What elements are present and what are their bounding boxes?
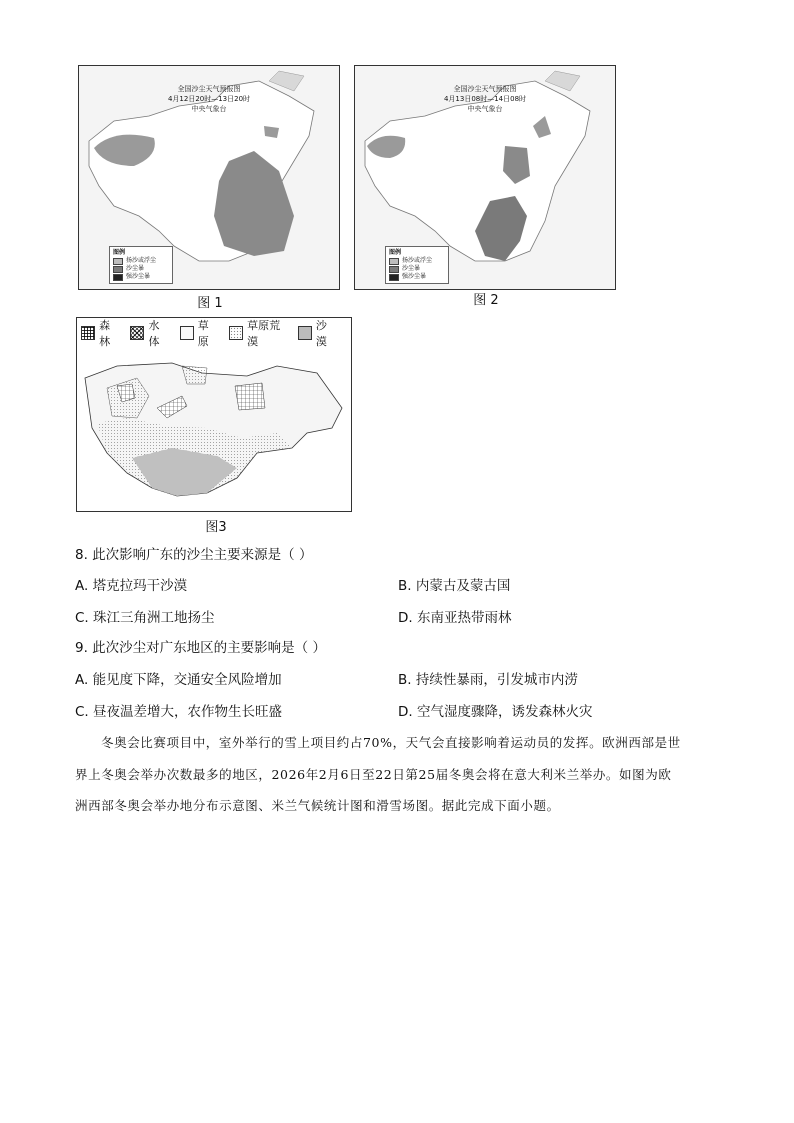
q9-option-b: B. 持续性暴雨，引发城市内涝 <box>398 672 578 688</box>
legend-item: 扬沙或浮尘 <box>402 257 433 264</box>
mongolia-map <box>77 318 351 511</box>
q8-option-c: C. 珠江三角洲工地扬尘 <box>75 610 215 626</box>
legend-title: 图例 <box>389 249 402 256</box>
figure2-caption: 图 2 <box>473 293 499 308</box>
passage-line-2: 界上冬奥会举办次数最多的地区，2026年2月6日至22日第25届冬奥会将在意大利米兰举办。如图为欧 <box>75 767 672 782</box>
figure3-map <box>76 317 352 512</box>
legend-item: 沙尘暴 <box>402 265 421 272</box>
q8-option-b: B. 内蒙古及蒙古国 <box>398 578 511 594</box>
figure1-issuer: 中央气象台 <box>191 105 227 113</box>
legend-item: 沙尘暴 <box>126 265 145 272</box>
figure2-map <box>354 65 616 290</box>
dust-swatch <box>113 258 123 265</box>
sandstorm-swatch <box>113 266 123 273</box>
figure1-title: 全国沙尘天气预报图 <box>177 85 241 93</box>
q9-option-a: A. 能见度下降，交通安全风险增加 <box>75 672 282 688</box>
legend-item: 强沙尘暴 <box>126 273 151 280</box>
legend-item: 沙漠 <box>315 319 327 348</box>
legend-item: 水体 <box>148 319 160 348</box>
figure2-period: 4月13日08时—14日08时 <box>443 95 527 103</box>
figure1-legend <box>109 246 173 284</box>
legend-item: 扬沙或浮尘 <box>126 257 157 264</box>
question-9-stem: 9. 此次沙尘对广东地区的主要影响是（ ） <box>75 640 326 656</box>
figure2-title: 全国沙尘天气预报图 <box>453 85 517 93</box>
passage-line-1: 冬奥会比赛项目中，室外举行的雪上项目约占70%，天气会直接影响着运动员的发挥。欧洲西部是世 <box>101 735 681 750</box>
q9-option-c: C. 昼夜温差增大，农作物生长旺盛 <box>75 704 283 720</box>
figure1-map <box>78 65 340 290</box>
q9-option-d: D. 空气湿度骤降，诱发森林火灾 <box>398 704 593 720</box>
dust-swatch <box>389 258 399 265</box>
figure1-period: 4月12日20时—13日20时 <box>167 95 251 103</box>
figure3-caption: 图3 <box>205 520 227 535</box>
legend-item: 草原 <box>197 319 209 348</box>
strong-sandstorm-swatch <box>113 274 123 281</box>
figure2-issuer: 中央气象台 <box>467 105 503 113</box>
legend-item: 草原荒漠 <box>247 319 281 348</box>
legend-title: 图例 <box>113 249 126 256</box>
legend-item: 森林 <box>99 319 111 348</box>
legend-item: 强沙尘暴 <box>402 273 427 280</box>
figure1-caption: 图 1 <box>197 296 223 311</box>
q8-option-d: D. 东南亚热带雨林 <box>398 610 512 626</box>
sandstorm-swatch <box>389 266 399 273</box>
passage-line-3: 洲西部冬奥会举办地分布示意图、米兰气候统计图和滑雪场图。据此完成下面小题。 <box>75 798 560 813</box>
question-8-stem: 8. 此次影响广东的沙尘主要来源是（ ） <box>75 547 313 563</box>
figure2-legend <box>385 246 449 284</box>
q8-option-a: A. 塔克拉玛干沙漠 <box>75 578 188 594</box>
strong-sandstorm-swatch <box>389 274 399 281</box>
